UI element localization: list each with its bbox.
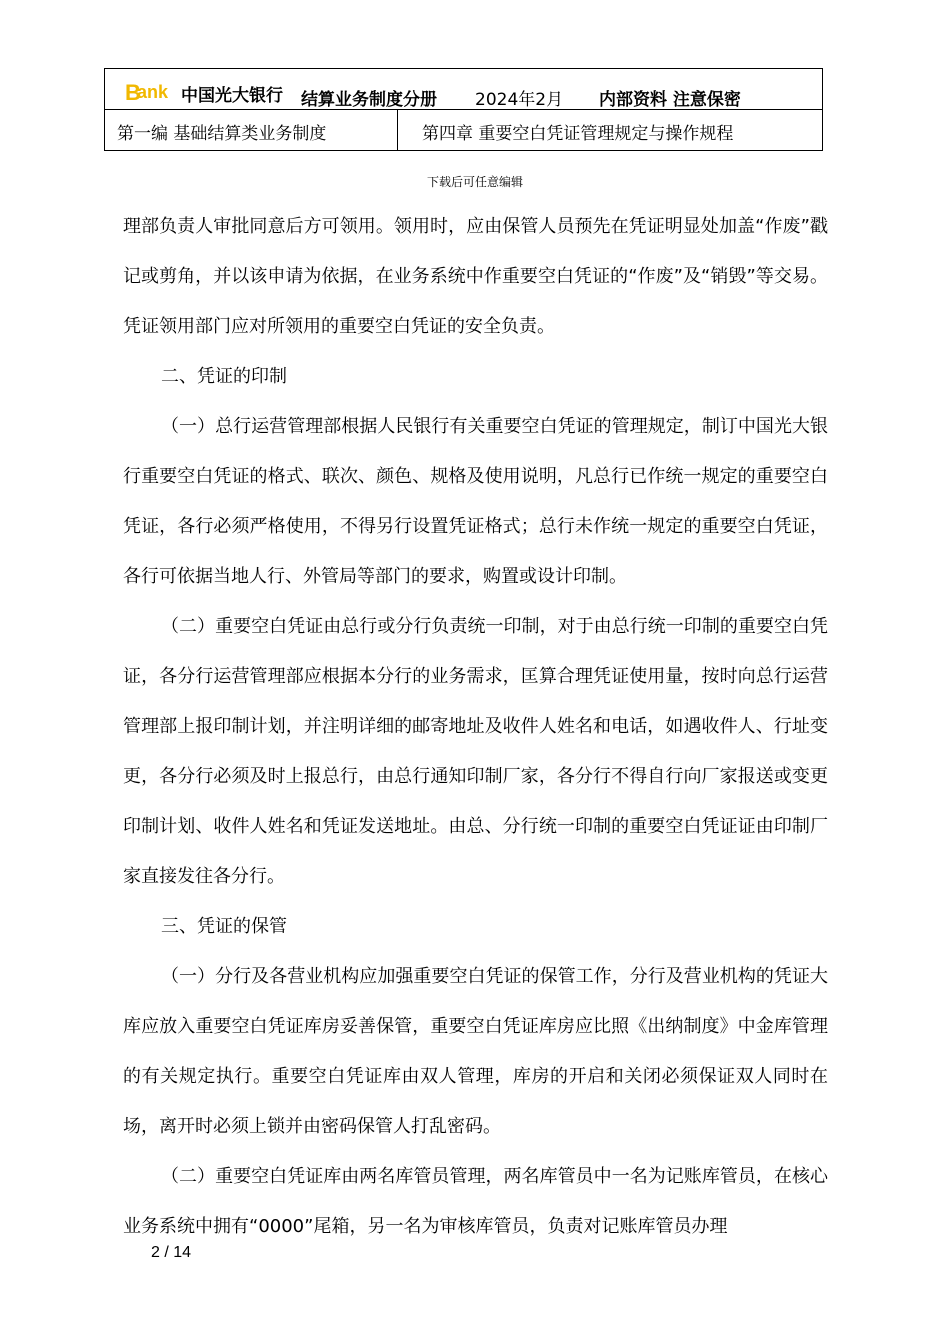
paragraph: （二）重要空白凭证由总行或分行负责统一印制，对于由总行统一印制的重要空白凭证，各分行运营管理部应根据本分行的业务需求，匡算合理凭证使用量，按时向总行运营管理部上报印制计划，并注明详细的邮寄地址及收件人姓名和电话，如遇收件人、行址变更，各分行必须及时上报总行，由总行通知印制厂家，各分行不得自行向厂家报送或变更印制计划、收件人姓名和凭证发送地址。由总、分行统一印制的重要空白凭证证由印制厂家直接发往各分行。: [123, 616, 828, 887]
doc-title: 结算业务制度分册: [301, 90, 437, 110]
section-heading: 三、凭证的保管: [161, 916, 287, 937]
paragraph: （二）重要空白凭证库由两名库管员管理，两名库管员中一名为记账库管员，在核心业务系统中拥有“0000”尾箱，另一名为审核库管员，负责对记账库管员办理: [123, 1166, 828, 1237]
paragraph: （一）分行及各营业机构应加强重要空白凭证的保管工作，分行及营业机构的凭证大库应放入重要空白凭证库房妥善保管，重要空白凭证库房应比照《出纳制度》中金库管理的有关规定执行。重要空白凭证库由双人管理，库房的开启和关闭必须保证双人同时在场，离开时必须上锁并由密码保管人打乱密码。: [123, 966, 828, 1137]
confidential-notice: 内部资料 注意保密: [599, 90, 741, 110]
logo-text: ank: [137, 82, 169, 102]
header-row-bottom: [105, 110, 822, 150]
header-row-top: [105, 69, 822, 110]
page-number: 2 / 14: [151, 1244, 192, 1261]
doc-date: 2024年2月: [475, 90, 564, 110]
section-left-cell: [105, 110, 398, 150]
logo-letter: B: [125, 80, 140, 105]
section-right: 第四章 重要空白凭证管理规定与操作规程: [422, 124, 734, 144]
section-heading: 二、凭证的印制: [161, 366, 287, 387]
document-header: [104, 68, 823, 151]
download-note: 下载后可任意编辑: [426, 175, 523, 189]
section-left: 第一编 基础结算类业务制度: [117, 124, 327, 144]
paragraph: 理部负责人审批同意后方可领用。领用时，应由保管人员预先在凭证明显处加盖“作废”戳记或剪角，并以该申请为依据，在业务系统中作重要空白凭证的“作废”及“销毁”等交易。凭证领用部门应对所领用的重要空白凭证的安全负责。: [123, 216, 828, 337]
bank-name: 中国光大银行: [181, 86, 283, 106]
document-body: [123, 202, 828, 1252]
paragraph: （一）总行运营管理部根据人民银行有关重要空白凭证的管理规定，制订中国光大银行重要空白凭证的格式、联次、颜色、规格及使用说明，凡总行已作统一规定的重要空白凭证，各行必须严格使用，不得另行设置凭证格式；总行未作统一规定的重要空白凭证，各行可依据当地人行、外管局等部门的要求，购置或设计印制。: [123, 416, 828, 587]
